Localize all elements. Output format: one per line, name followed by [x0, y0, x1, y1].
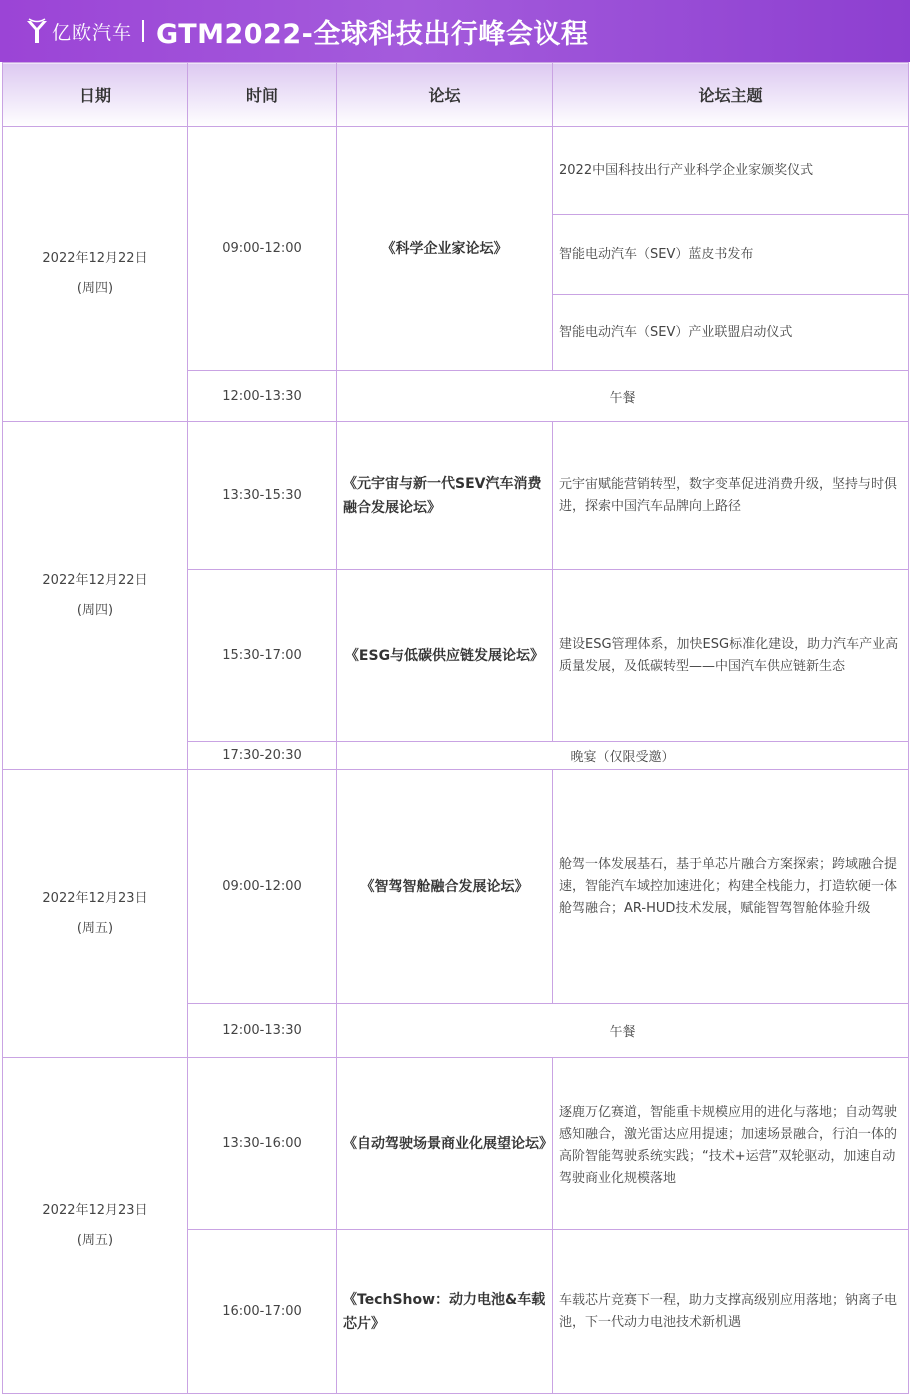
meal-cell: 午餐	[337, 1004, 909, 1058]
meal-cell: 午餐	[337, 371, 909, 422]
page-header	[0, 0, 910, 62]
date-cell	[3, 422, 188, 770]
column-header-topic: 论坛主题	[553, 63, 909, 127]
topic-cell: 2022中国科技出行产业科学企业家颁奖仪式	[553, 127, 909, 215]
time-cell: 15:30-17:00	[188, 570, 337, 742]
table-row	[3, 422, 909, 570]
weekday-text: (周四)	[76, 281, 114, 296]
table-row	[3, 127, 909, 215]
topic-cell: 建设ESG管理体系，加快ESG标准化建设，助力汽车产业高质量发展，及低碳转型——中国汽车供应链新生态	[553, 570, 909, 742]
weekday-text: (周五)	[76, 920, 114, 936]
time-cell: 09:00-12:00	[188, 127, 337, 371]
time-cell: 16:00-17:00	[188, 1230, 337, 1394]
agenda-table	[2, 62, 909, 1394]
topic-cell: 元宇宙赋能营销转型，数字变革促进消费升级，坚持与时俱进，探索中国汽车品牌向上路径	[553, 422, 909, 570]
forum-cell: 《智驾智舱融合发展论坛》	[337, 770, 553, 1004]
table-row	[3, 1058, 909, 1230]
forum-cell: 《ESG与低碳供应链发展论坛》	[337, 570, 553, 742]
date-text: 2022年12月23日	[42, 1202, 148, 1218]
topic-cell: 逐鹿万亿赛道，智能重卡规模应用的进化与落地；自动驾驶感知融合，激光雷达应用提速；加速场景融合，行泊一体的高阶智能驾驶系统实践；“技术+运营”双轮驱动，加速自动驾驶商业化规模落地	[553, 1058, 909, 1230]
forum-cell: 《元宇宙与新一代SEV汽车消费融合发展论坛》	[337, 422, 553, 570]
date-text: 2022年12月23日	[42, 890, 148, 906]
header-divider	[142, 20, 144, 42]
brand-name: 亿欧汽车	[52, 21, 133, 44]
date-cell	[3, 127, 188, 422]
time-cell: 09:00-12:00	[188, 770, 337, 1004]
weekday-text: (周五)	[76, 1232, 114, 1248]
time-cell: 12:00-13:30	[188, 371, 337, 422]
topic-cell: 车载芯片竞赛下一程，助力支撑高级别应用落地；钠离子电池，下一代动力电池技术新机遇	[553, 1230, 909, 1394]
weekday-text: (周四)	[76, 602, 114, 618]
column-header-forum: 论坛	[337, 63, 553, 127]
brand-logo	[26, 18, 132, 45]
topic-cell: 智能电动汽车（SEV）蓝皮书发布	[553, 215, 909, 295]
forum-cell: 《科学企业家论坛》	[337, 127, 553, 371]
meal-cell: 晚宴（仅限受邀）	[337, 742, 909, 770]
date-cell	[3, 770, 188, 1058]
time-cell: 13:30-15:30	[188, 422, 337, 570]
table-row	[3, 770, 909, 1004]
table-header-row	[3, 63, 909, 127]
column-header-time: 时间	[188, 63, 337, 127]
page-title: GTM2022-全球科技出行峰会议程	[156, 18, 589, 50]
topic-cell: 智能电动汽车（SEV）产业联盟启动仪式	[553, 295, 909, 371]
time-cell: 12:00-13:30	[188, 1004, 337, 1058]
time-cell: 17:30-20:30	[188, 742, 337, 770]
topic-cell: 舱驾一体发展基石，基于单芯片融合方案探索；跨域融合提速，智能汽车域控加速进化；构建全栈能力，打造软硬一体舱驾融合；AR-HUD技术发展，赋能智驾智舱体验升级	[553, 770, 909, 1004]
date-cell	[3, 1058, 188, 1394]
date-text: 2022年12月22日	[42, 251, 148, 266]
date-text: 2022年12月22日	[42, 572, 148, 588]
column-header-date: 日期	[3, 63, 188, 127]
yiou-logo-icon	[26, 18, 48, 44]
time-cell: 13:30-16:00	[188, 1058, 337, 1230]
forum-cell: 《TechShow：动力电池&车载芯片》	[337, 1230, 553, 1394]
forum-cell: 《自动驾驶场景商业化展望论坛》	[337, 1058, 553, 1230]
